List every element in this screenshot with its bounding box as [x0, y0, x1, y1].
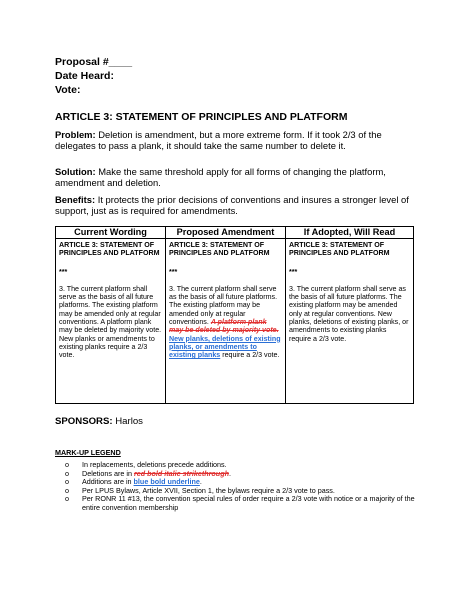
article-title: ARTICLE 3: STATEMENT OF PRINCIPLES AND PLATFORM [55, 111, 348, 123]
legend-item-text: Per RONR 11 #13, the convention special rules of order require a 2/3 vote with notice or a majority of the entire convention membership [82, 494, 415, 512]
comparison-table [55, 226, 414, 404]
legend-addition-sample: blue bold underline [133, 477, 200, 486]
current-wording-cell [56, 239, 166, 404]
legend-title: MARK-UP LEGEND [55, 448, 121, 457]
problem-text: Deletion is amendment, but a more extreme form. If it took 2/3 of the delegates to pass a plank, it should take the same number to delete it. [55, 129, 382, 152]
proposed-text [169, 285, 282, 360]
proposed-text-end: require a 2/3 vote. [220, 351, 280, 360]
solution-text: Make the same threshold apply for all forms of changing the platform, amendment and deletion. [55, 166, 386, 189]
legend-item-text-end: . [199, 477, 202, 486]
legend-item [55, 495, 415, 512]
bullet-icon: o [65, 460, 69, 469]
legend-item-text: Additions are in [82, 477, 134, 486]
adopted-text: 3. The current platform shall serve as the basis of all future platforms. The existing platform may be amended only at regular conventions. New planks, deletions of existing planks, or amendments to existing planks require a 2/3 vote. [289, 284, 409, 343]
vote-label: Vote: [55, 84, 81, 96]
header-current-wording: Current Wording [56, 227, 166, 239]
bullet-icon: o [65, 468, 69, 478]
table-header-row [56, 227, 414, 239]
legend-item-text: Deletions are in [82, 468, 134, 478]
bullet-icon: o [65, 494, 69, 503]
legend-item-text-end: . [228, 468, 231, 478]
proposed-amendment-cell [166, 239, 286, 404]
header-if-adopted: If Adopted, Will Read [286, 227, 414, 239]
date-heard-label: Date Heard: [55, 70, 114, 82]
current-article-title: ARTICLE 3: STATEMENT OF PRINCIPLES AND PLATFORM [59, 241, 160, 258]
legend-list [55, 461, 415, 512]
benefits-label: Benefits: [55, 194, 96, 205]
sponsors-text: Harlos [112, 416, 143, 427]
sponsors-line [55, 416, 143, 427]
proposed-deletion: A platform plank may be deleted by majority vote. [169, 318, 279, 335]
current-ellipsis: *** [59, 267, 68, 276]
if-adopted-cell [286, 239, 414, 404]
problem-paragraph [55, 129, 415, 152]
current-text: 3. The current platform shall serve as the basis of all future platforms. The existing platform may be amended only at regular conventions. A platform plank may be deleted by majority vote. New planks or amendments to existing planks require a 2/3 vote. [59, 284, 162, 360]
solution-paragraph [55, 166, 415, 189]
solution-label: Solution: [55, 166, 96, 177]
benefits-text: It protects the prior decisions of conventions and insures a stronger level of support, just as is required for amendments. [55, 194, 409, 217]
sponsors-label: SPONSORS: [55, 416, 113, 427]
adopted-ellipsis: *** [289, 267, 298, 276]
proposed-ellipsis: *** [169, 267, 178, 276]
table-row [56, 239, 414, 404]
adopted-article-title: ARTICLE 3: STATEMENT OF PRINCIPLES AND PLATFORM [289, 241, 390, 258]
bullet-icon: o [65, 477, 69, 486]
proposal-number: Proposal #____ [55, 56, 133, 68]
benefits-paragraph [55, 194, 415, 217]
proposed-article-title: ARTICLE 3: STATEMENT OF PRINCIPLES AND PLATFORM [169, 241, 270, 258]
problem-label: Problem: [55, 129, 96, 140]
legend-deletion-sample: red bold italic strikethrough [133, 468, 229, 478]
bullet-icon: o [65, 485, 69, 495]
legend-item-text: In replacements, deletions precede additions. [82, 460, 227, 469]
header-proposed-amendment: Proposed Amendment [166, 227, 286, 239]
proposed-text-start: 3. The current platform shall serve as the basis of all future platforms. The existing platform may be amended only at regular conventions. [169, 284, 278, 327]
legend-item-text: Per LPUS Bylaws, Article XVII, Section 1, the bylaws require a 2/3 vote to pass. [82, 485, 335, 495]
proposed-addition: New planks, deletions of existing planks, or amendments to existing planks [169, 334, 281, 360]
